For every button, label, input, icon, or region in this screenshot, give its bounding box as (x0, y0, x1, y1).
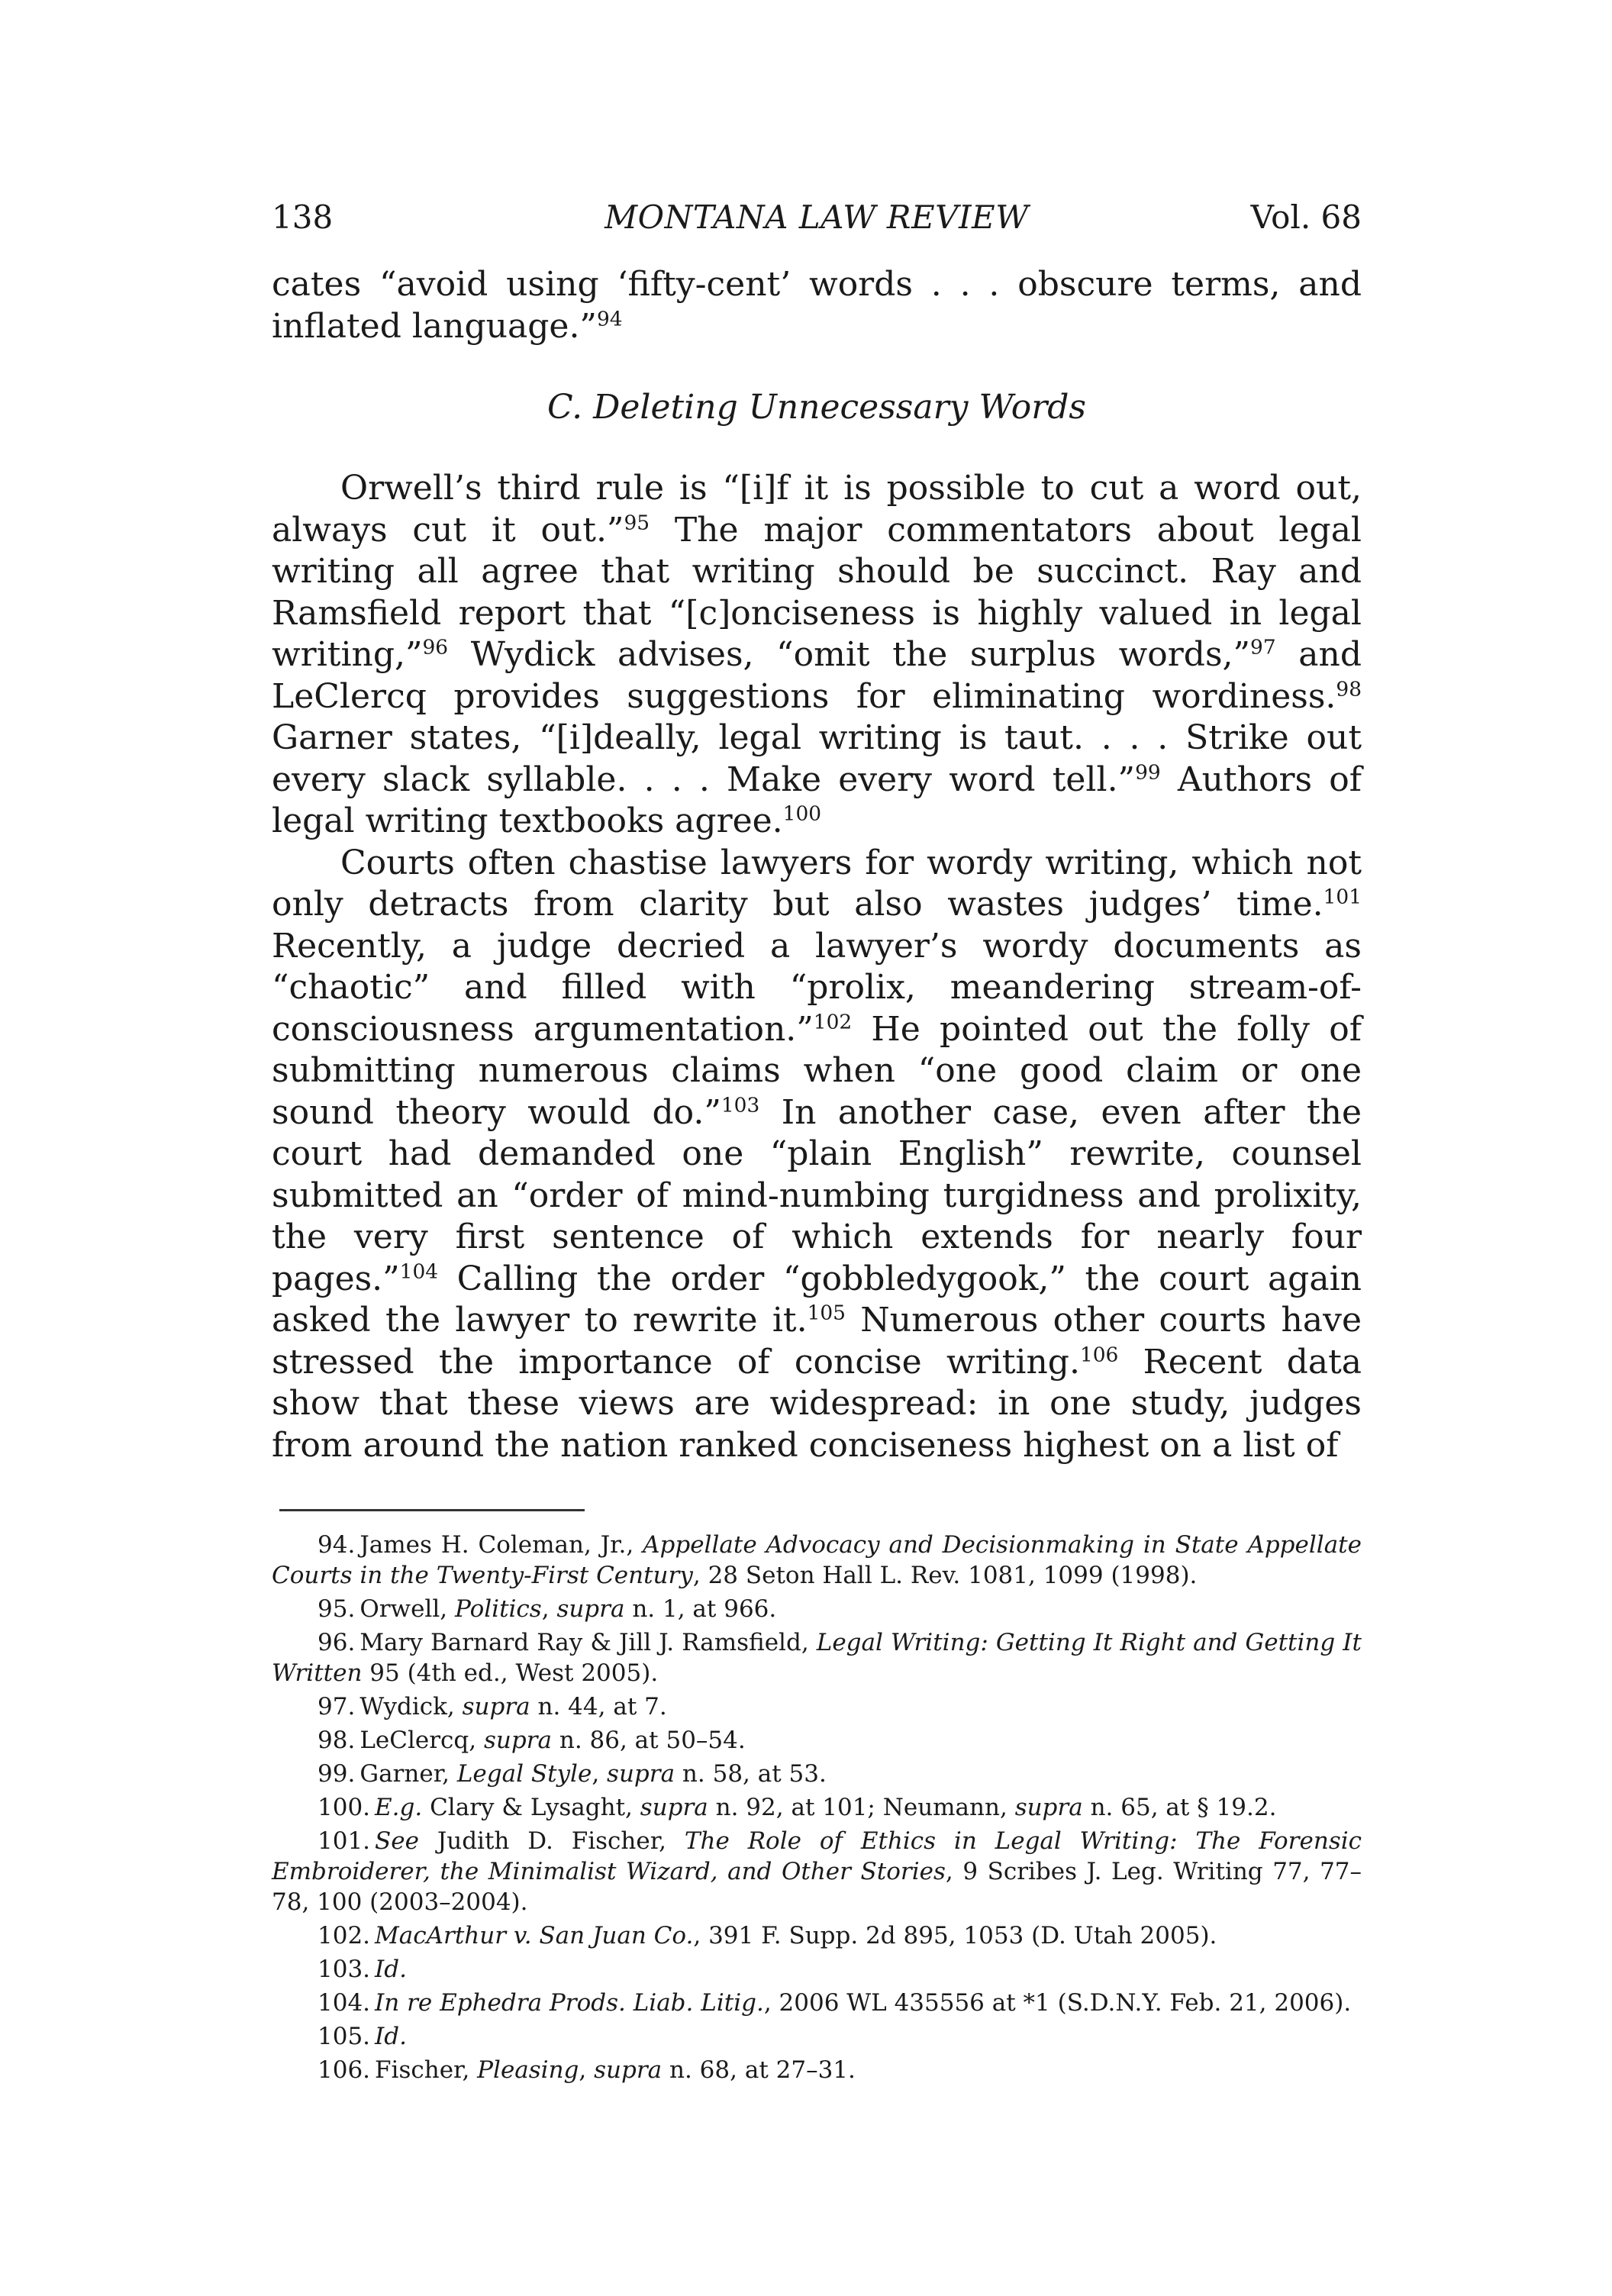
footnote-106: 106. Fischer, Pleasing, supra n. 68, at 27–31. (318, 2056, 856, 2084)
footnote-99: 99. Garner, Legal Style, supra n. 58, at 53. (318, 1760, 827, 1788)
footnote-ref: 94 (596, 306, 623, 331)
footnote-105: 105. Id. (318, 2023, 407, 2050)
section-heading: C. Deleting Unnecessary Words (547, 388, 1086, 427)
footnote-ref: 106 (1079, 1342, 1119, 1366)
footnote-102: 102. MacArthur v. San Juan Co., 391 F. Supp. 2d 895, 1053 (D. Utah 2005). (318, 1922, 1217, 1949)
paragraph-courts: Courts often chastise lawyers for wordy writing, which not only detracts from clarity but also wastes judges’ time.$^{101}$ Recently, a judge decried a lawyer’s wordy documents as “chaotic” and filled with “prolix, meandering stream-of-consciousness argumentation.”$^{102}$ He pointed out the folly of submitting numerous claims when “one good claim or one sound theory would do.”$^{103}$ In another case, even after the court had demanded one “plain English” rewrite, counsel submitted an “order of mind-numbing turgidness and prolixity, the very first sentence of which extends for nearly four pages.”$^{104}$ Calling the order “gobbledygook,” the court again asked the lawyer to rewrite it.$^{105}$ Numerous other courts have stressed the importance of concise writing.$^{106}$ Recent data show that these views are widespread: in one study, judges from around the nation ranked conciseness highest on a list of (272, 843, 1362, 1465)
footnote-ref: 102 (813, 1009, 853, 1034)
footnote-100: 100. E.g. Clary & Lysaght, supra n. 92, at 101; Neumann, supra n. 65, at § 19.2. (318, 1794, 1277, 1821)
footnote-ref: 98 (1336, 676, 1362, 701)
volume-label: Vol. 68 (1250, 198, 1362, 236)
footnote-ref: 103 (721, 1092, 760, 1117)
page-number: 138 (272, 198, 334, 236)
footnote-95: 95. Orwell, Politics, supra n. 1, at 966. (318, 1595, 777, 1623)
journal-title: MONTANA LAW REVIEW (604, 198, 1029, 236)
journal-page (272, 191, 1362, 2088)
footnote-101: 101. See Judith D. Fischer, The Role of Ethics in Legal Writing: The Forensic Embroiderer, the Minimalist Wizard, and Other Stories, 9 Scribes J. Leg. Writing 77, 77–78, 100 (2003–2004). (272, 1827, 1362, 1916)
footnote-ref: 95 (624, 510, 650, 534)
footnote-97: 97. Wydick, supra n. 44, at 7. (318, 1693, 667, 1720)
footnote-98: 98. LeClercq, supra n. 86, at 50–54. (318, 1727, 746, 1754)
body-text (272, 264, 1362, 1466)
footnote-ref: 101 (1323, 885, 1362, 909)
footnotes (272, 1530, 1362, 2085)
paragraph-orwell-rule: Orwell’s third rule is “[i]f it is possible to cut a word out, always cut it out.”$^{95}$ The major commentators about legal writing all agree that writing should be succinct. Ray and Ramsfield report that “[c]onciseness is highly valued in legal writing,”$^{96}$ Wydick advises, “omit the surplus words,”$^{97}$ and LeClercq provides suggestions for eliminating wordiness.$^{98}$ Garner states, “[i]deally, legal writing is taut. . . . Strike out every slack syllable. . . . Make every word tell.”$^{99}$ Authors of legal writing textbooks agree.$^{100}$ (272, 469, 1362, 840)
continued-paragraph: cates “avoid using ‘fifty-cent’ words . . . obscure terms, and inflated language.”$^{94}$ (272, 265, 1362, 346)
footnote-ref: 105 (807, 1301, 846, 1325)
footnote-ref: 100 (782, 801, 822, 826)
footnote-divider (279, 1509, 585, 1511)
footnote-94: 94. James H. Coleman, Jr., Appellate Advocacy and Decisionmaking in State Appellate Courts in the Twenty-First Century, 28 Seton Hall L. Rev. 1081, 1099 (1998). (272, 1531, 1362, 1589)
footnote-103: 103. Id. (318, 1956, 407, 1983)
footnote-ref: 97 (1250, 635, 1276, 659)
running-head (272, 191, 1362, 244)
footnote-96: 96. Mary Barnard Ray & Jill J. Ramsfield, Legal Writing: Getting It Right and Getting It Written 95 (4th ed., West 2005). (272, 1629, 1362, 1687)
footnote-ref: 99 (1135, 759, 1161, 784)
footnote-104: 104. In re Ephedra Prods. Liab. Litig., 2006 WL 435556 at *1 (S.D.N.Y. Feb. 21, 2006). (318, 1989, 1352, 2017)
footnote-ref: 96 (422, 635, 449, 659)
footnote-ref: 104 (399, 1259, 439, 1283)
